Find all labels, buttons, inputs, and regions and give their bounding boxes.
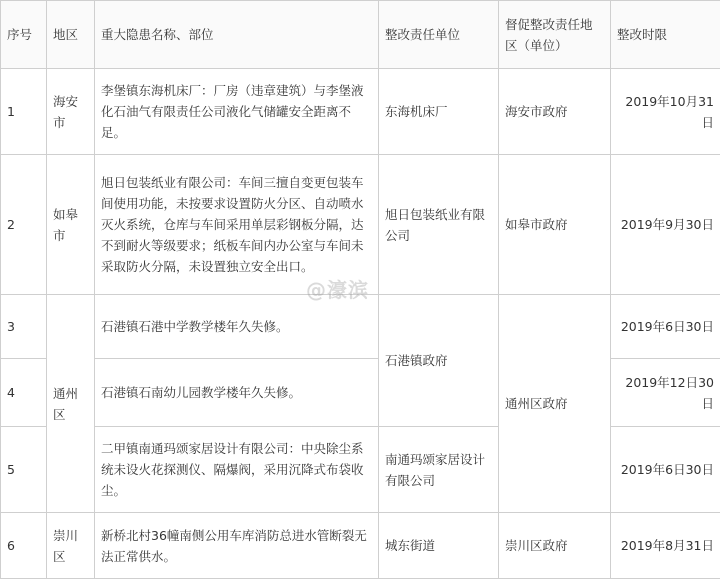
cell-hazard: 新桥北村36幢南侧公用车库消防总进水管断裂无法正常供水。 [95, 513, 379, 579]
cell-region: 海安市 [47, 69, 95, 155]
cell-seq: 6 [1, 513, 47, 579]
cell-seq: 4 [1, 359, 47, 427]
cell-deadline: 2019年10月31日 [611, 69, 720, 155]
watermark: @濠滨 [306, 278, 369, 302]
cell-responsible-merged: 石港镇政府 [379, 295, 499, 427]
cell-deadline: 2019年6日30日 [611, 427, 720, 513]
cell-responsible: 南通玛颂家居设计有限公司 [379, 427, 499, 513]
table-row [1, 359, 720, 427]
header-region: 地区 [47, 1, 95, 69]
cell-deadline: 2019年8月31日 [611, 513, 720, 579]
cell-seq: 2 [1, 155, 47, 295]
table-row [1, 69, 720, 155]
cell-seq: 5 [1, 427, 47, 513]
cell-hazard: 石港镇石港中学教学楼年久失修。 [95, 295, 379, 359]
cell-supervisor: 如皋市政府 [499, 155, 611, 295]
cell-supervisor: 崇川区政府 [499, 513, 611, 579]
table-row [1, 513, 720, 579]
cell-responsible: 旭日包装纸业有限公司 [379, 155, 499, 295]
header-hazard: 重大隐患名称、部位 [95, 1, 379, 69]
table-row [1, 295, 720, 359]
cell-hazard: 二甲镇南通玛颂家居设计有限公司：中央除尘系统未设火花探测仪、隔爆阀，采用沉降式布袋收尘。 [95, 427, 379, 513]
cell-supervisor: 海安市政府 [499, 69, 611, 155]
cell-deadline: 2019年12日30日 [611, 359, 720, 427]
header-supervisor: 督促整改责任地区（单位） [499, 1, 611, 69]
table-row [1, 427, 720, 513]
cell-region-merged: 通州区 [47, 295, 95, 513]
cell-hazard: 旭日包装纸业有限公司：车间三擅自变更包装车间使用功能，未按要求设置防火分区、自动喷水灭火系统，仓库与车间采用单层彩钢板分隔，达不到耐火等级要求；纸板车间内办公室与车间未采取防火分隔，未设置独立安全出口。 [95, 155, 379, 295]
cell-deadline: 2019年6日30日 [611, 295, 720, 359]
cell-seq: 3 [1, 295, 47, 359]
cell-hazard: 石港镇石南幼儿园教学楼年久失修。 [95, 359, 379, 427]
cell-supervisor-merged: 通州区政府 [499, 295, 611, 513]
cell-region: 崇川区 [47, 513, 95, 579]
header-row [1, 1, 720, 69]
cell-responsible: 城东街道 [379, 513, 499, 579]
header-deadline: 整改时限 [611, 1, 720, 69]
cell-seq: 1 [1, 69, 47, 155]
header-seq: 序号 [1, 1, 47, 69]
header-responsible: 整改责任单位 [379, 1, 499, 69]
cell-region: 如皋市 [47, 155, 95, 295]
cell-deadline: 2019年9月30日 [611, 155, 720, 295]
cell-hazard: 李堡镇东海机床厂：厂房（违章建筑）与李堡液化石油气有限责任公司液化气储罐安全距离不足。 [95, 69, 379, 155]
cell-responsible: 东海机床厂 [379, 69, 499, 155]
